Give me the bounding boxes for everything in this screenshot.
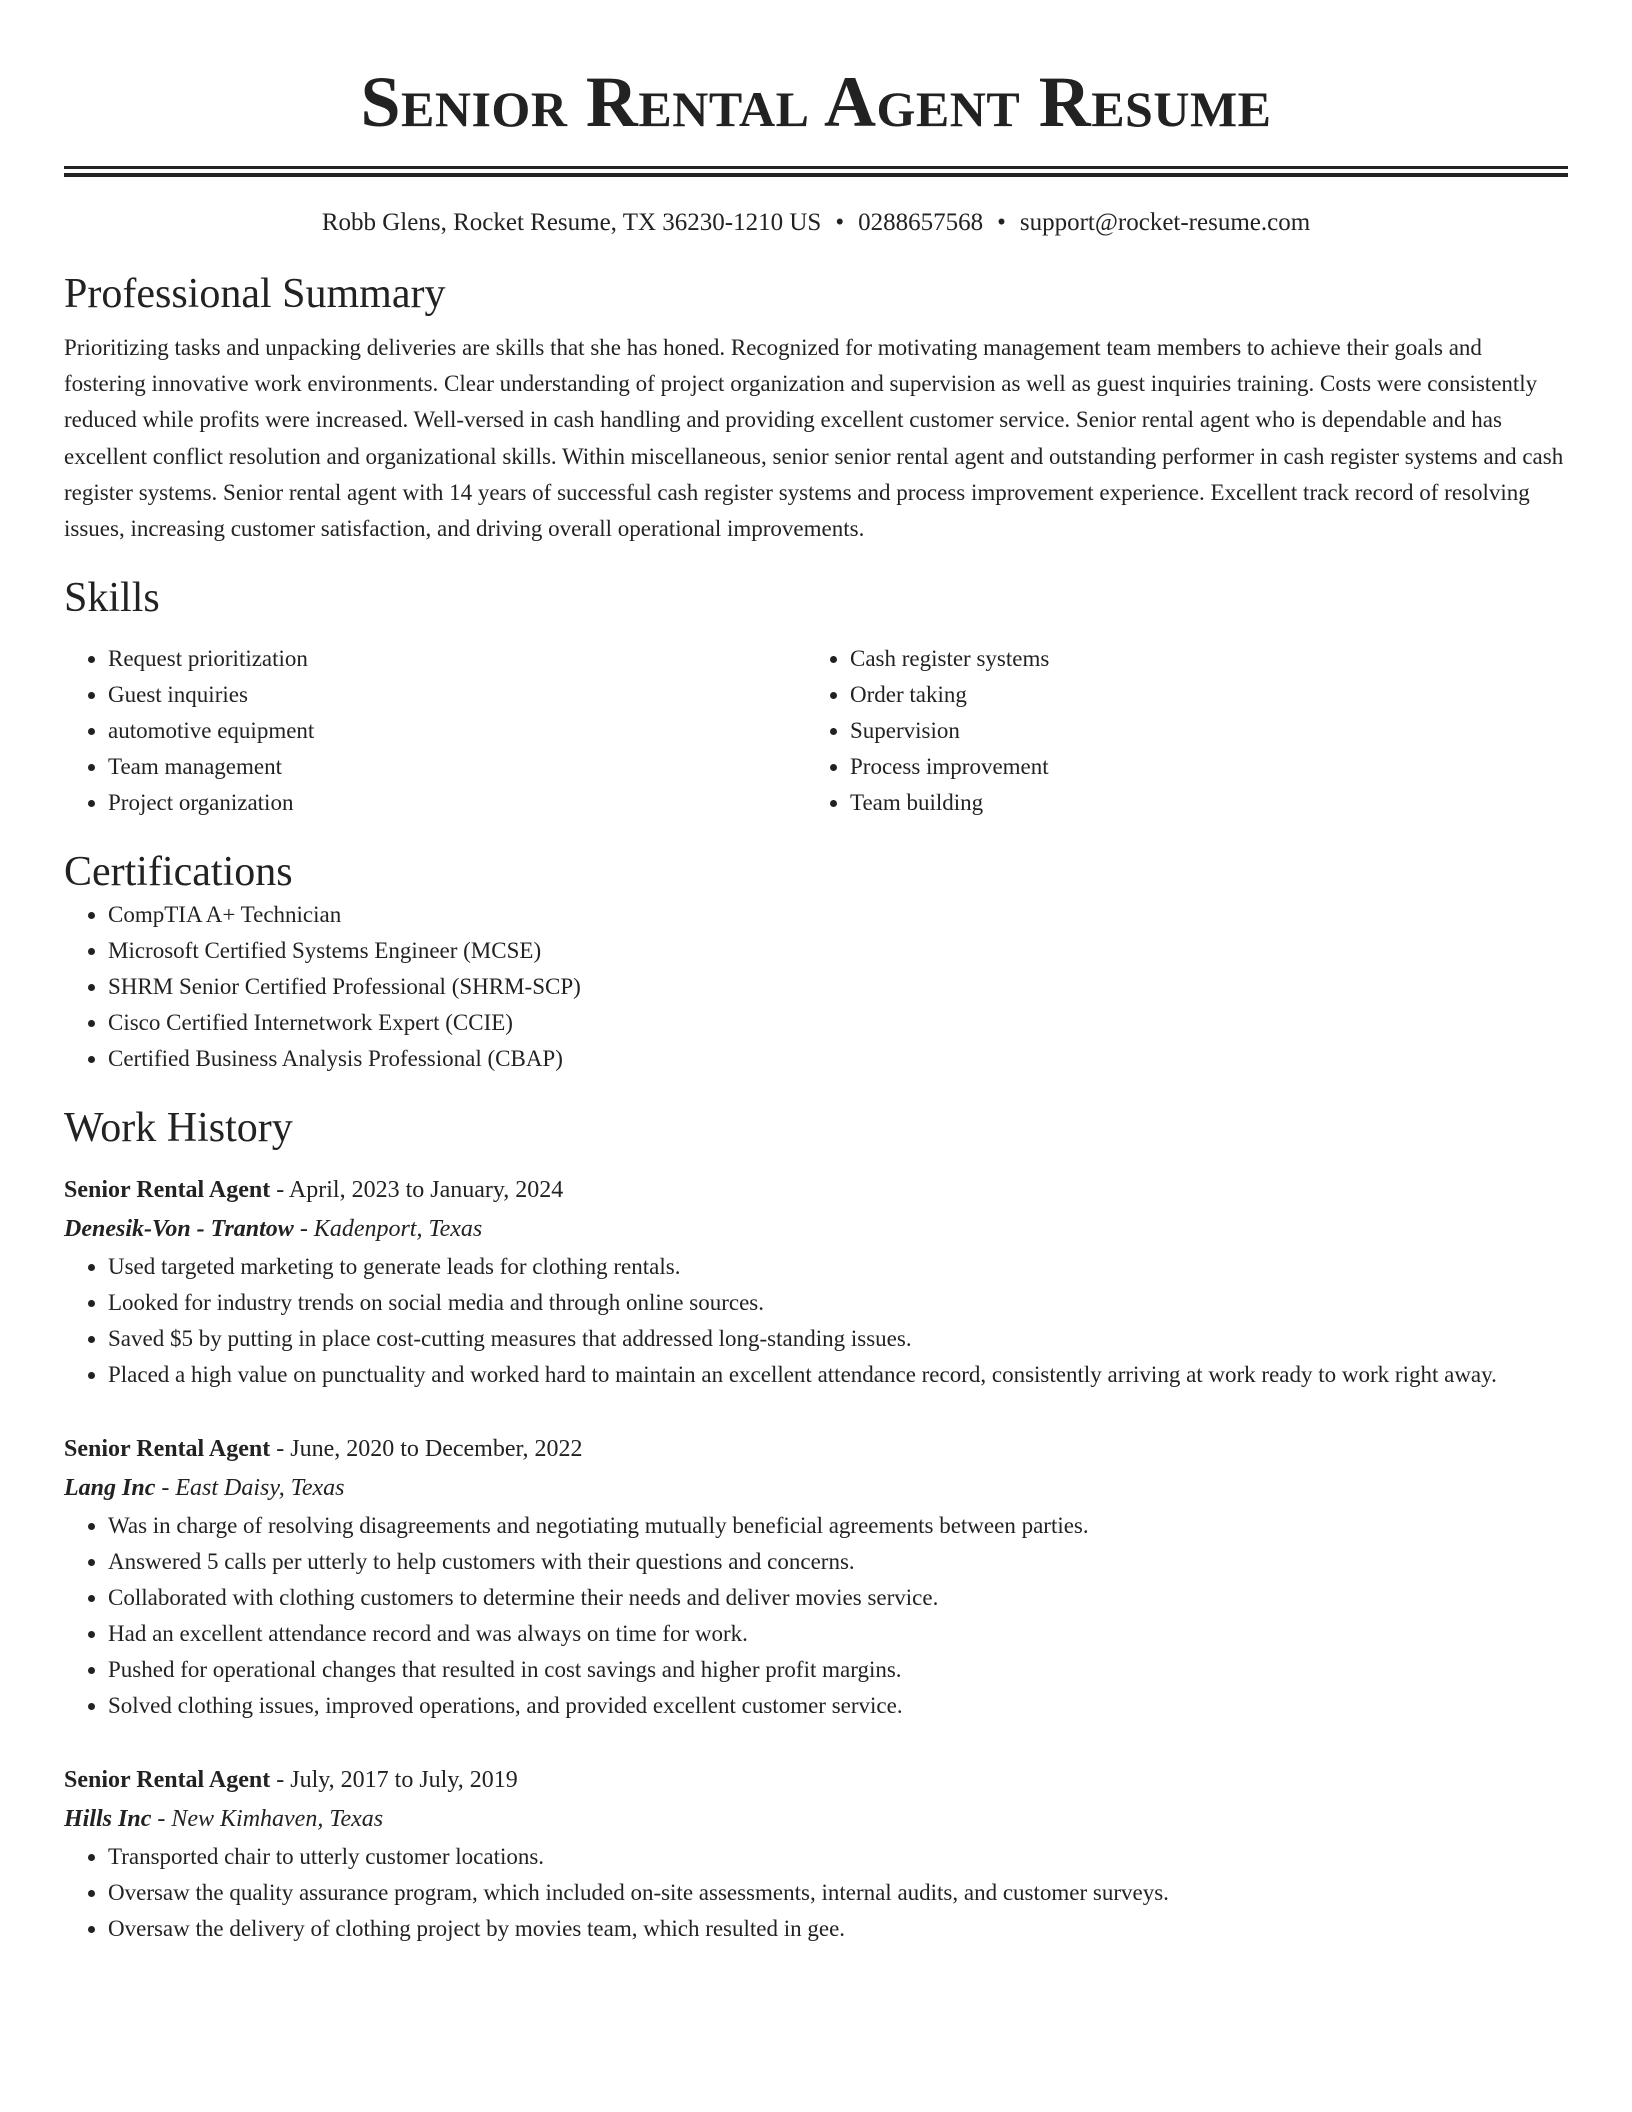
title-divider xyxy=(64,166,1568,177)
certification-item: • SHRM Senior Certified Professional (SHRM-SCP) xyxy=(108,969,1568,1005)
contact-separator: • xyxy=(997,209,1006,236)
skill-item: • Cash register systems xyxy=(850,641,1548,677)
job-title-line xyxy=(64,1761,1568,1799)
contact-address: Robb Glens, Rocket Resume, TX 36230-1210 US xyxy=(321,209,822,236)
page-title: Senior Rental Agent Resume xyxy=(360,62,1272,142)
job-duty-item: • Answered 5 calls per utterly to help customers with their questions and concerns. xyxy=(108,1544,1568,1580)
skills-list-left xyxy=(64,641,806,821)
job-role: Senior Rental Agent xyxy=(64,1767,271,1794)
job-duties-list xyxy=(64,1508,1568,1724)
job-company: Denesik-Von - Trantow xyxy=(64,1216,294,1243)
skill-item: • Guest inquiries xyxy=(108,677,806,713)
job-company: Hills Inc xyxy=(64,1806,152,1833)
skill-item: • Supervision xyxy=(850,713,1548,749)
professional-summary-section xyxy=(64,269,1568,547)
job-duty-item: • Collaborated with clothing customers to determine their needs and deliver movies service. xyxy=(108,1580,1568,1616)
job-duty-item: • Used targeted marketing to generate leads for clothing rentals. xyxy=(108,1249,1568,1285)
contact-phone: 0288657568 xyxy=(858,209,984,236)
job-company-line xyxy=(64,1209,1568,1249)
section-heading-summary: Professional Summary xyxy=(64,271,446,317)
certification-item: • Cisco Certified Internetwork Expert (CCIE) xyxy=(108,1005,1568,1041)
section-heading-certifications: Certifications xyxy=(64,849,293,896)
contact-email: support@rocket-resume.com xyxy=(1019,209,1311,236)
job-company-line xyxy=(64,1799,1568,1839)
certifications-section xyxy=(64,847,1568,1077)
job-duty-item: • Transported chair to utterly customer locations. xyxy=(108,1839,1568,1875)
job-location: - Kadenport, Texas xyxy=(293,1216,483,1243)
skills-column-left xyxy=(64,641,806,821)
skill-item: • Process improvement xyxy=(850,749,1548,785)
skill-item: • Team building xyxy=(850,785,1548,821)
job-duty-item: • Oversaw the quality assurance program, which included on-site assessments, internal audits, and customer surveys. xyxy=(108,1875,1568,1911)
resume-page xyxy=(64,0,1568,1947)
skill-item: • automotive equipment xyxy=(108,713,806,749)
certifications-list xyxy=(64,897,1568,1077)
job-duty-item: • Had an excellent attendance record and was always on time for work. xyxy=(108,1616,1568,1652)
job-company: Lang Inc xyxy=(64,1475,156,1502)
job-title-line xyxy=(64,1171,1568,1209)
work-history-section xyxy=(64,1103,1568,1947)
job-dates: - July, 2017 to July, 2019 xyxy=(270,1767,518,1794)
job-dates: - June, 2020 to December, 2022 xyxy=(270,1436,583,1463)
job-location: - East Daisy, Texas xyxy=(155,1475,345,1502)
certification-item: • Certified Business Analysis Professional (CBAP) xyxy=(108,1041,1568,1077)
skill-item: • Project organization xyxy=(108,785,806,821)
job-title-line xyxy=(64,1430,1568,1468)
skills-grid xyxy=(64,641,1568,821)
job-role: Senior Rental Agent xyxy=(64,1177,271,1204)
job-duty-item: • Pushed for operational changes that resulted in cost savings and higher profit margins. xyxy=(108,1652,1568,1688)
job-duty-item: • Saved $5 by putting in place cost-cutting measures that addressed long-standing issues. xyxy=(108,1321,1568,1357)
job-duty-item: • Was in charge of resolving disagreements and negotiating mutually beneficial agreements between parties. xyxy=(108,1508,1568,1544)
job-duty-item: • Solved clothing issues, improved operations, and provided excellent customer service. xyxy=(108,1688,1568,1724)
job-company-line xyxy=(64,1468,1568,1508)
certification-item: • CompTIA A+ Technician xyxy=(108,897,1568,933)
summary-text: Prioritizing tasks and unpacking deliveries are skills that she has honed. Recognized for motivating management team members to achieve their goals and fostering innovative work environments. Clear understanding of project organization and supervision as well as guest inquiries training. Costs were consistently reduced while profits were increased. Well-versed in cash handling and providing excellent customer service. Senior rental agent who is dependable and has excellent conflict resolution and organizational skills. Within miscellaneous, senior senior rental agent and outstanding performer in cash register systems and cash register systems. Senior rental agent with 14 years of successful cash register systems and process improvement experience. Excellent track record of resolving issues, increasing customer satisfaction, and driving overall operational improvements. xyxy=(64,335,1564,542)
skills-list-right xyxy=(806,641,1548,821)
job-duty-item: • Oversaw the delivery of clothing project by movies team, which resulted in gee. xyxy=(108,1911,1568,1947)
job-entry xyxy=(64,1761,1568,1947)
job-role: Senior Rental Agent xyxy=(64,1436,271,1463)
section-heading-work-history: Work History xyxy=(64,1105,293,1152)
contact-separator: • xyxy=(835,209,845,236)
job-duty-item: • Looked for industry trends on social media and through online sources. xyxy=(108,1285,1568,1321)
skill-item: • Request prioritization xyxy=(108,641,806,677)
skills-section xyxy=(64,573,1568,821)
section-heading-skills: Skills xyxy=(64,575,160,622)
certification-item: • Microsoft Certified Systems Engineer (MCSE) xyxy=(108,933,1568,969)
skills-column-right xyxy=(806,641,1548,821)
skill-item: • Team management xyxy=(108,749,806,785)
job-dates: - April, 2023 to January, 2024 xyxy=(270,1177,564,1204)
job-duties-list xyxy=(64,1839,1568,1947)
contact-line xyxy=(64,207,1568,239)
job-duties-list xyxy=(64,1249,1568,1393)
job-entry xyxy=(64,1171,1568,1393)
job-location: - New Kimhaven, Texas xyxy=(151,1806,384,1833)
job-entry xyxy=(64,1430,1568,1724)
skill-item: • Order taking xyxy=(850,677,1548,713)
job-duty-item: • Placed a high value on punctuality and worked hard to maintain an excellent attendance record, consistently arriving at work ready to work right away. xyxy=(108,1357,1568,1393)
